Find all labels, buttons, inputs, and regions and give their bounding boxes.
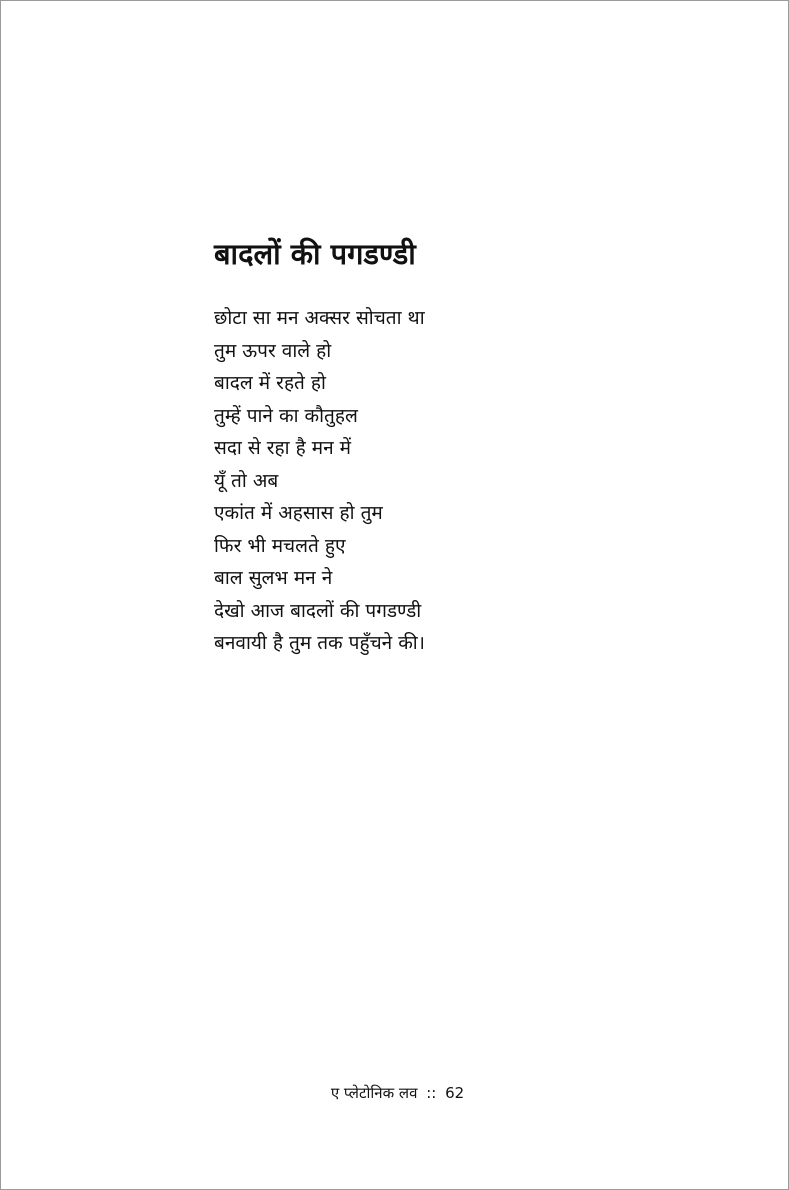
poem-line: तुम्हें पाने का कौतुहल bbox=[214, 404, 358, 427]
poem-line: छोटा सा मन अक्सर सोचता था bbox=[214, 307, 425, 329]
poem-line: बाल सुलभ मन ने bbox=[214, 567, 333, 589]
poem-line: तुम ऊपर वाले हो bbox=[214, 339, 332, 362]
footer-book-title: ए प्लेटोनिक लव bbox=[330, 1084, 418, 1102]
poem-body bbox=[214, 302, 425, 660]
poem-line: फिर भी मचलते हुए bbox=[214, 534, 346, 557]
poem-line: बादल में रहते हो bbox=[214, 372, 326, 394]
footer-separator: :: bbox=[426, 1084, 437, 1102]
poem-line: एकांत में अहसास हो तुम bbox=[214, 502, 383, 524]
page-footer bbox=[0, 1080, 789, 1106]
poem-line: सदा से रहा है मन में bbox=[214, 437, 352, 459]
poem-title: बादलों की पगडण्डी bbox=[214, 237, 416, 271]
page-number: 62 bbox=[445, 1084, 465, 1102]
poem-line: यूँ तो अब bbox=[214, 469, 279, 492]
poem-line: बनवायी है तुम तक पहुँचने की। bbox=[214, 632, 425, 654]
poem-line: देखो आज बादलों की पगडण्डी bbox=[214, 599, 422, 622]
